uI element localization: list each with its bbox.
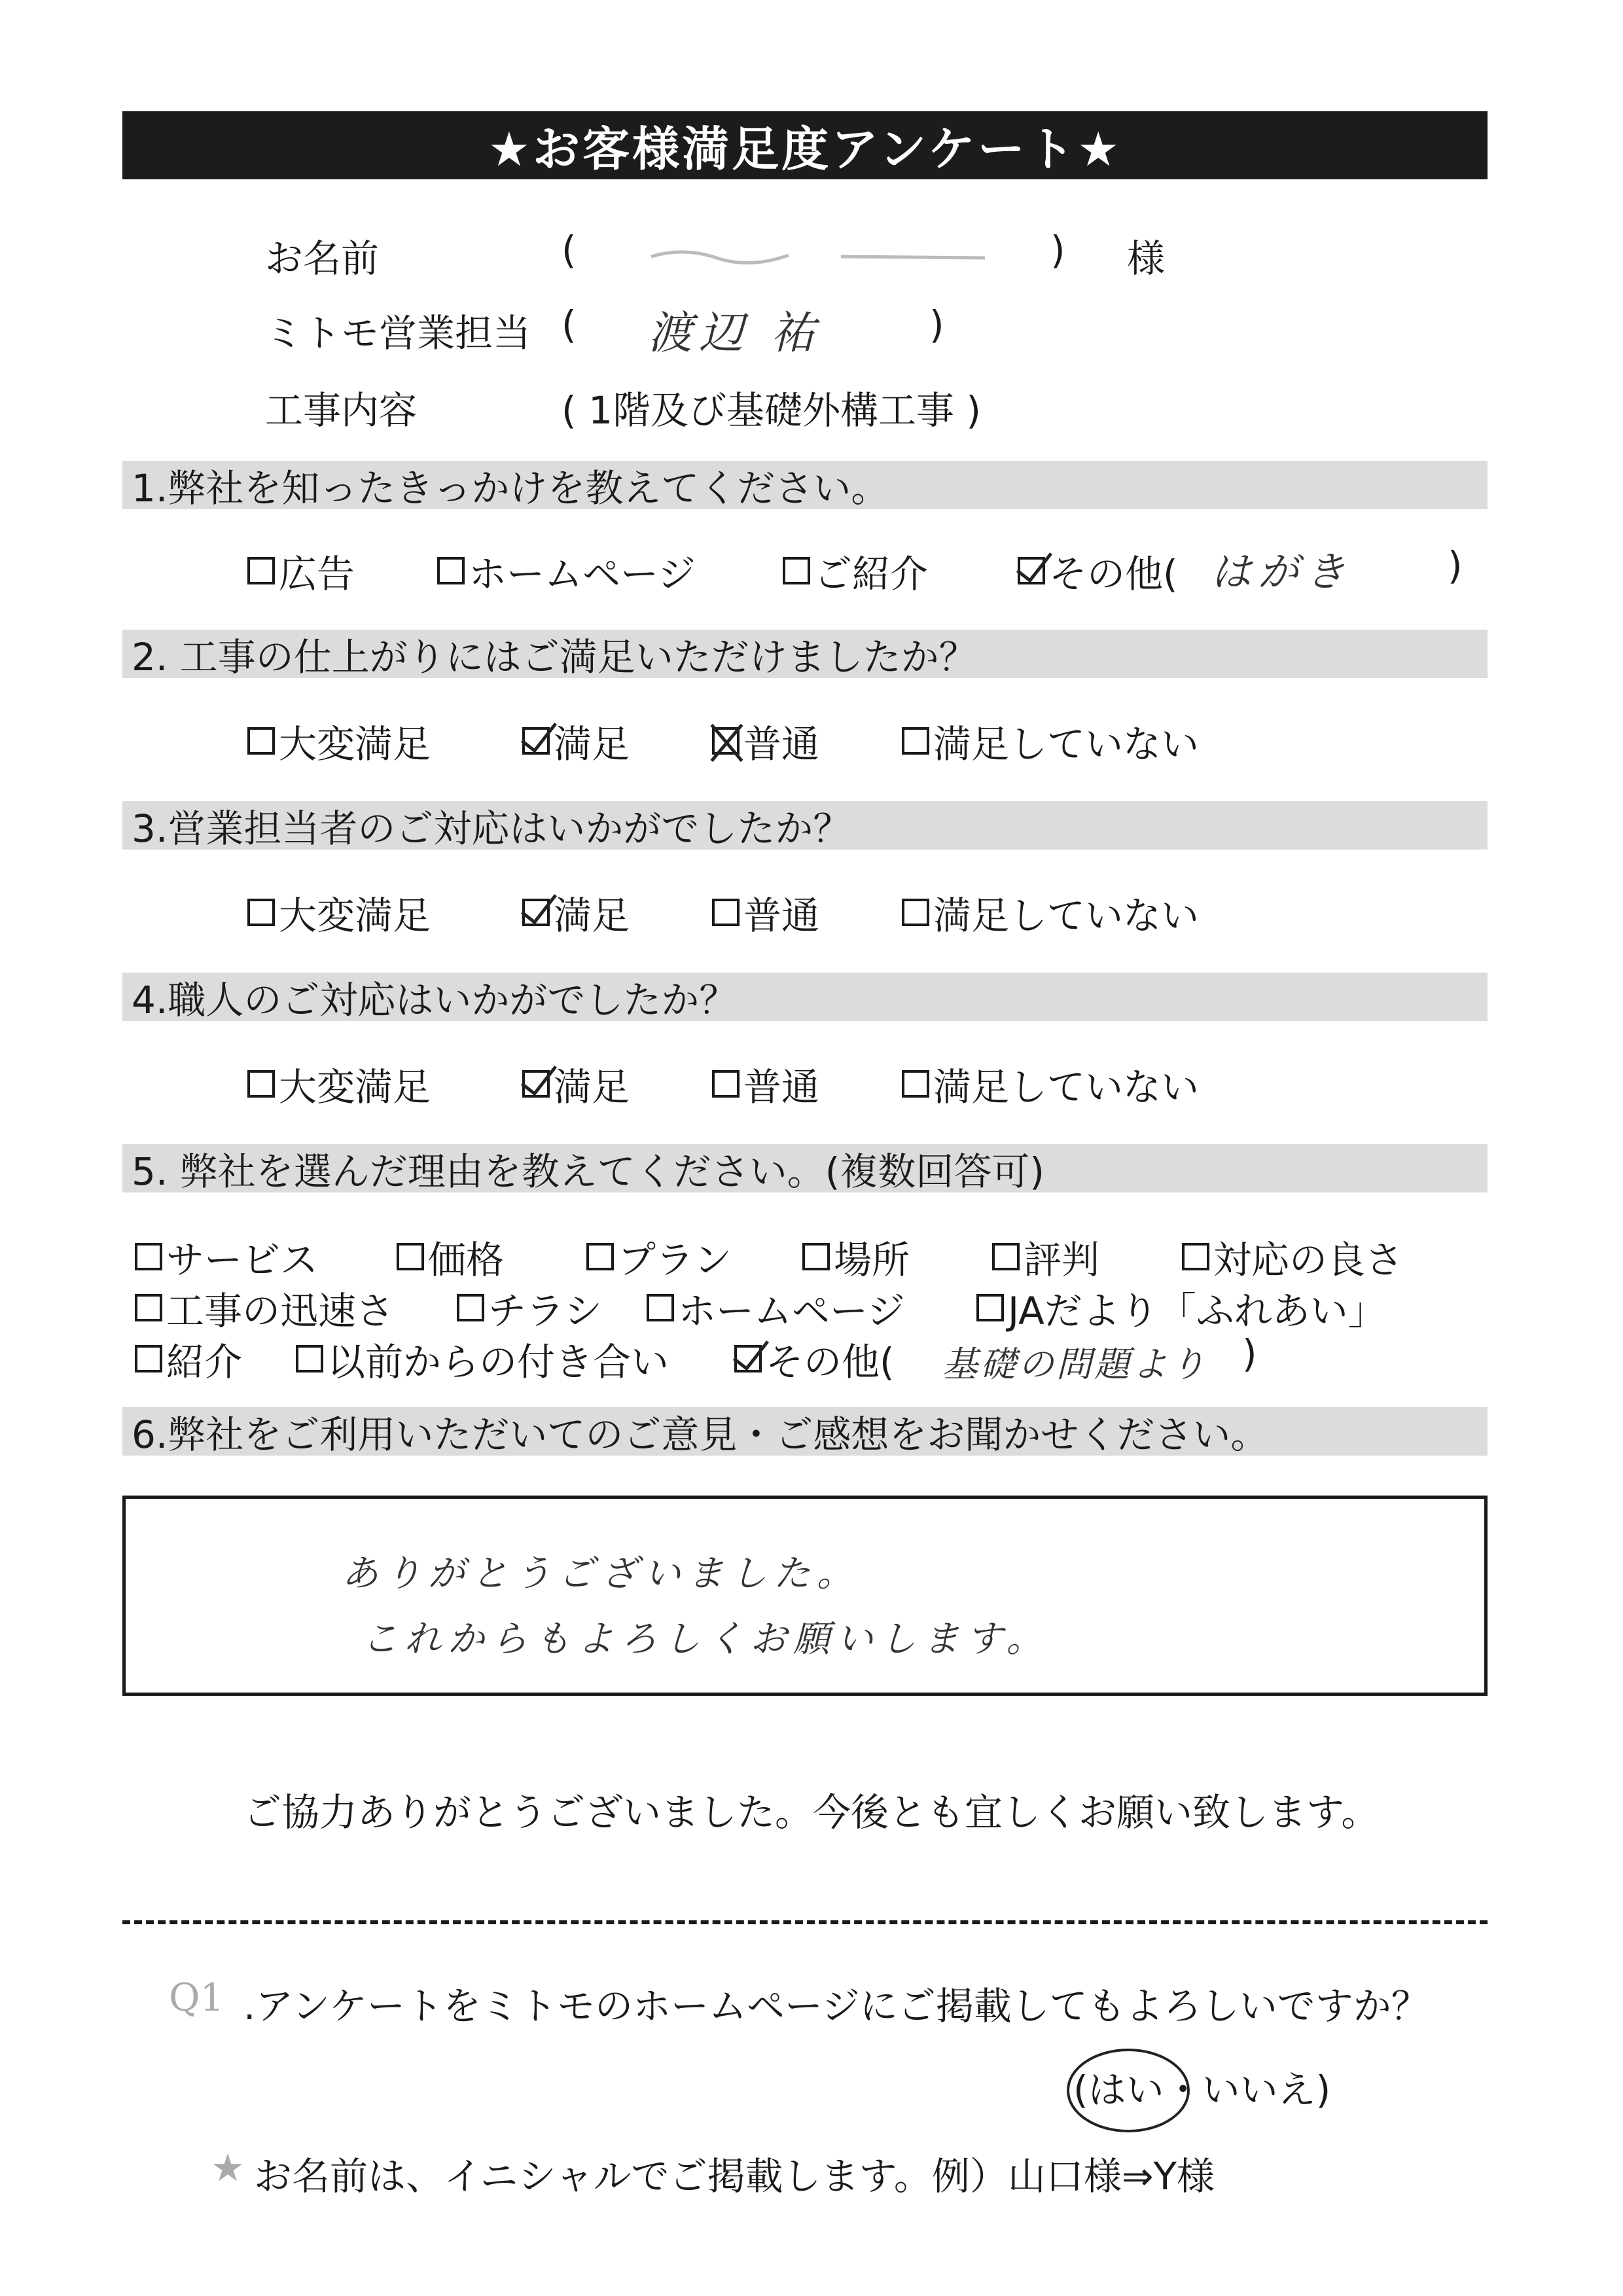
checkbox[interactable]: [247, 557, 275, 584]
q5-option-referral[interactable]: [135, 1331, 242, 1386]
option-label: 普通: [743, 722, 820, 766]
q2-option-not-satisfied[interactable]: [902, 713, 1199, 768]
q3-option-normal[interactable]: [712, 885, 819, 940]
question-5: 5. 弊社を選んだ理由を教えてください。(複数回答可): [122, 1144, 1488, 1193]
name-label: お名前: [265, 236, 380, 281]
checkbox-checked[interactable]: [734, 1345, 762, 1372]
option-label: その他(: [766, 1340, 895, 1384]
checkbox-checked[interactable]: [522, 1070, 550, 1098]
q5-option-location[interactable]: [802, 1229, 910, 1284]
checkbox[interactable]: [802, 1243, 830, 1270]
comment-line-2: これからもよろしくお願いします。: [361, 1618, 1050, 1660]
q5-option-price[interactable]: [397, 1229, 504, 1284]
q1-option-other[interactable]: [1018, 543, 1178, 598]
option-label: 場所: [834, 1238, 910, 1282]
option-label: 工事の迅速さ: [166, 1289, 395, 1333]
option-label: 評判: [1024, 1238, 1100, 1282]
checkbox[interactable]: [296, 1345, 323, 1372]
option-label: 普通: [743, 1065, 820, 1109]
q3-option-very-satisfied[interactable]: [247, 885, 431, 940]
checkbox[interactable]: [902, 1070, 929, 1098]
question-4: 4.職人のご対応はいかがでしたか？: [122, 973, 1488, 1021]
work-label: 工事内容: [265, 388, 418, 433]
publish-question: .アンケートをミトモのホームページにご掲載してもよろしいですか？: [243, 1984, 1429, 2028]
option-label: ホームページ: [678, 1289, 905, 1333]
page-title: ★お客様満足度アンケート★: [122, 111, 1488, 179]
q1-option-homepage[interactable]: [437, 543, 696, 598]
q5-option-ja-newsletter[interactable]: [976, 1280, 1386, 1335]
checkbox[interactable]: [457, 1294, 484, 1321]
checkbox[interactable]: [135, 1243, 162, 1270]
q5-option-speed[interactable]: [135, 1280, 394, 1335]
checkbox[interactable]: [135, 1345, 162, 1372]
q2-option-satisfied[interactable]: [522, 713, 630, 768]
checkbox-crossed-out[interactable]: [712, 727, 740, 755]
cut-line-divider: [122, 1920, 1488, 1924]
checkbox[interactable]: [135, 1294, 162, 1321]
option-label: 大変満足: [279, 1065, 431, 1109]
checkbox[interactable]: [1182, 1243, 1209, 1270]
option-label: 紹介: [166, 1340, 243, 1384]
q5-option-homepage[interactable]: [647, 1280, 905, 1335]
checkbox[interactable]: [247, 899, 275, 926]
option-label: ご紹介: [814, 552, 929, 596]
star-icon: ★: [211, 2145, 245, 2190]
checkbox[interactable]: [712, 899, 740, 926]
checkbox-checked[interactable]: [1018, 557, 1045, 584]
checkbox[interactable]: [647, 1294, 674, 1321]
name-close-paren: ): [1050, 228, 1065, 272]
q4-option-very-satisfied[interactable]: [247, 1056, 431, 1111]
option-label: 満足していない: [933, 893, 1200, 938]
option-label: 普通: [743, 893, 820, 938]
q3-option-satisfied[interactable]: [522, 885, 630, 940]
checkbox[interactable]: [437, 557, 465, 584]
option-label: 価格: [428, 1238, 505, 1282]
q2-option-very-satisfied[interactable]: [247, 713, 431, 768]
option-label: チラシ: [488, 1289, 603, 1333]
checkbox-checked[interactable]: [522, 899, 550, 926]
checkbox[interactable]: [902, 727, 929, 755]
q5-option-reputation[interactable]: [992, 1229, 1099, 1284]
checkbox[interactable]: [397, 1243, 424, 1270]
q4-option-not-satisfied[interactable]: [902, 1056, 1199, 1111]
sales-label: ミトモ営業担当: [265, 311, 531, 355]
sales-open-paren: (: [562, 302, 577, 347]
checkbox[interactable]: [586, 1243, 614, 1270]
option-label: 広告: [279, 552, 355, 596]
q5-option-service[interactable]: [135, 1229, 318, 1284]
option-label: 満足: [554, 722, 630, 766]
q4-option-normal[interactable]: [712, 1056, 819, 1111]
q5-option-good-service[interactable]: [1182, 1229, 1403, 1284]
option-label: 対応の良さ: [1213, 1238, 1404, 1282]
name-open-paren: (: [562, 228, 577, 272]
q5-option-prior-relationship[interactable]: [296, 1331, 669, 1386]
q1-other-text: はがき: [1211, 548, 1353, 596]
checkbox[interactable]: [247, 727, 275, 755]
checkbox[interactable]: [976, 1294, 1004, 1321]
checkbox[interactable]: [712, 1070, 740, 1098]
option-label: ホームページ: [469, 552, 696, 596]
checkbox[interactable]: [247, 1070, 275, 1098]
checkbox[interactable]: [902, 899, 929, 926]
sales-close-paren: ): [929, 302, 944, 347]
thanks-message: ご協力ありがとうございました。今後とも宜しくお願い致します。: [243, 1790, 1380, 1835]
comment-line-1: ありがとうございました。: [342, 1552, 860, 1595]
question-3: 3.営業担当者のご対応はいかがでしたか？: [122, 801, 1488, 850]
option-label: 大変満足: [279, 893, 431, 938]
option-label: 大変満足: [279, 722, 431, 766]
option-label: 満足: [554, 893, 630, 938]
q5-other-text: 基礎の問題より: [942, 1344, 1208, 1385]
checkbox[interactable]: [783, 557, 810, 584]
option-label: サービス: [166, 1238, 319, 1282]
q5-option-other[interactable]: [734, 1331, 895, 1386]
q1-option-referral[interactable]: [783, 543, 928, 598]
option-label: 満足していない: [933, 1065, 1200, 1109]
answer-circle-mark: [1067, 2049, 1190, 2132]
option-label: 満足していない: [933, 722, 1200, 766]
q1-other-close: ): [1448, 543, 1463, 588]
q1-option-ad[interactable]: [247, 543, 355, 598]
option-label: プラン: [618, 1238, 732, 1282]
option-label: 以前からの付き合い: [327, 1340, 669, 1384]
comment-box[interactable]: [122, 1496, 1488, 1696]
name-field[interactable]: [645, 243, 1050, 270]
redacted-name-mark: [645, 243, 1050, 270]
publish-q-label: Q1: [169, 1975, 224, 2020]
work-content-value: ( 1階及び基礎外構工事 ): [562, 388, 982, 433]
question-6: 6.弊社をご利用いただいてのご意見・ご感想をお聞かせください。: [122, 1407, 1488, 1456]
q4-option-satisfied[interactable]: [522, 1056, 630, 1111]
name-suffix: 様: [1127, 236, 1166, 281]
checkbox-checked[interactable]: [522, 727, 550, 755]
q2-option-normal[interactable]: [712, 713, 819, 768]
publish-answer[interactable]: (はい・いいえ): [1073, 2068, 1331, 2112]
option-label: JAだより「ふれあい」: [1008, 1289, 1386, 1333]
publish-note: お名前は、イニシャルでご掲載します。例）山口様⇒Y様: [254, 2154, 1215, 2198]
q5-option-flyer[interactable]: [457, 1280, 602, 1335]
question-1: 1.弊社を知ったきっかけを教えてください。: [122, 461, 1488, 509]
q5-option-plan[interactable]: [586, 1229, 732, 1284]
question-2: 2. 工事の仕上がりにはご満足いただけましたか？: [122, 630, 1488, 678]
q5-other-close: ): [1242, 1331, 1257, 1376]
option-label: その他(: [1049, 552, 1178, 596]
q3-option-not-satisfied[interactable]: [902, 885, 1199, 940]
checkbox[interactable]: [992, 1243, 1020, 1270]
sales-representative-value: 渡辺 祐: [648, 308, 822, 359]
option-label: 満足: [554, 1065, 630, 1109]
